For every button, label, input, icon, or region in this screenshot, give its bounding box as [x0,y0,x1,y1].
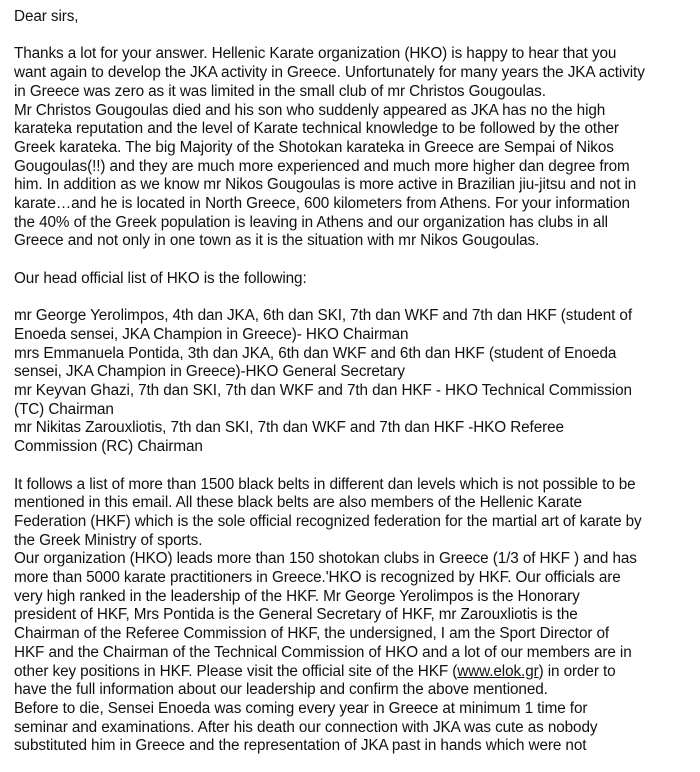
paragraph-gap [14,457,682,476]
text-line: Gougoulas(!!) and they are much more experienced and much more higher dan degree from [14,157,630,175]
text-segment: other key positions in HKF. Please visit the official site of the HKF [14,662,453,680]
text-line: very high ranked in the leadership of the HKF. Mr George Yerolimpos is the Honorary [14,587,580,605]
official-line: sensei, JKA Champion in Greece)-HKO General Secretary [14,363,405,381]
official-line: Commission (RC) Chairman [14,438,203,456]
official-line: mr Keyvan Ghazi, 7th dan SKI, 7th dan WKF and 7th dan HKF - HKO Technical Commission [14,382,632,400]
text-line: It follows a list of more than 1500 black belts in different dan levels which is not possible to be [14,475,636,493]
officials-list-intro: Our head official list of HKO is the following: [14,269,307,287]
paragraph-gap [14,289,682,308]
paragraph-gap [14,27,682,46]
paragraph-gap [14,251,682,270]
text-line: the Greek Ministry of sports. [14,531,203,549]
official-line: (TC) Chairman [14,400,114,418]
text-line: Greece and not only in one town as it is the situation with mr Nikos Gougoulas. [14,232,540,250]
text-line: Our organization (HKO) leads more than 150 shotokan clubs in Greece (1/3 of HKF ) and has [14,550,637,568]
text-line: Mr Christos Gougoulas died and his son who suddenly appeared as JKA has no the high [14,101,606,119]
text-line: the 40% of the Greek population is leaving in Athens and our organization has clubs in all [14,213,608,231]
paragraph-intro [14,45,682,251]
text-segment: in order to [543,662,616,680]
text-line: him. In addition as we know mr Nikos Gougoulas is more active in Brazilian jiu-jitsu and not in [14,176,637,194]
text-line: mentioned in this email. All these black belts are also members of the Hellenic Karate [14,494,582,512]
text-line: substituted him in Greece and the representation of JKA past in hands which were not [14,737,587,755]
officials-list [14,307,682,457]
text-line: HKF and the Chairman of the Technical Commission of HKO and a lot of our members are in [14,643,632,661]
text-line: Thanks a lot for your answer. Hellenic Karate organization (HKO) is happy to hear that you [14,45,617,63]
text-line: Greek karateka. The big Majority of the Shotokan karateka in Greece are Sempai of Nikos [14,138,614,156]
text-line: Before to die, Sensei Enoeda was coming every year in Greece at minimum 1 time for [14,699,588,717]
official-line: mr Nikitas Zarouxliotis, 7th dan SKI, 7th dan WKF and 7th dan HKF -HKO Referee [14,419,564,437]
text-line: have the full information about our leadership and confirm the above mentioned. [14,681,548,699]
paragraph-organization [14,476,682,757]
text-line: want again to develop the JKA activity in Greece. Unfortunately for many years the JKA activity [14,64,645,82]
text-line: more than 5000 karate practitioners in Greece.'HKO is recognized by HKF. Our officials are [14,569,621,587]
text-line: karate…and he is located in North Greece, 600 kilometers from Athens. For your information [14,195,630,213]
text-line-with-link: other key positions in HKF. Please visit the official site of the HKF (www.elok.gr) in order to [14,662,616,680]
text-line: seminar and examinations. After his death our connection with JKA was cute as nobody [14,718,598,736]
hkf-website-link[interactable]: www.elok.gr [457,662,539,680]
official-line: mr George Yerolimpos, 4th dan JKA, 6th dan SKI, 7th dan WKF and 7th dan HKF (student of [14,307,632,325]
official-line: Enoeda sensei, JKA Champion in Greece)- HKO Chairman [14,325,409,343]
text-line: karateka reputation and the level of Karate technical knowledge to be followed by the other [14,120,619,138]
official-line: mrs Emmanuela Pontida, 3th dan JKA, 6th dan WKF and 6th dan HKF (student of Enoeda [14,344,617,362]
text-line: president of HKF, Mrs Pontida is the General Secretary of HKF, mr Zarouxliotis is the [14,606,578,624]
text-line: Federation (HKF) which is the sole official recognized federation for the martial art of karate by [14,512,642,530]
salutation: Dear sirs, [14,8,79,25]
text-line: Chairman of the Referee Commission of HKF, the undersigned, I am the Sport Director of [14,625,610,643]
text-line: in Greece was zero as it was limited in the small club of mr Christos Gougoulas. [14,82,546,100]
